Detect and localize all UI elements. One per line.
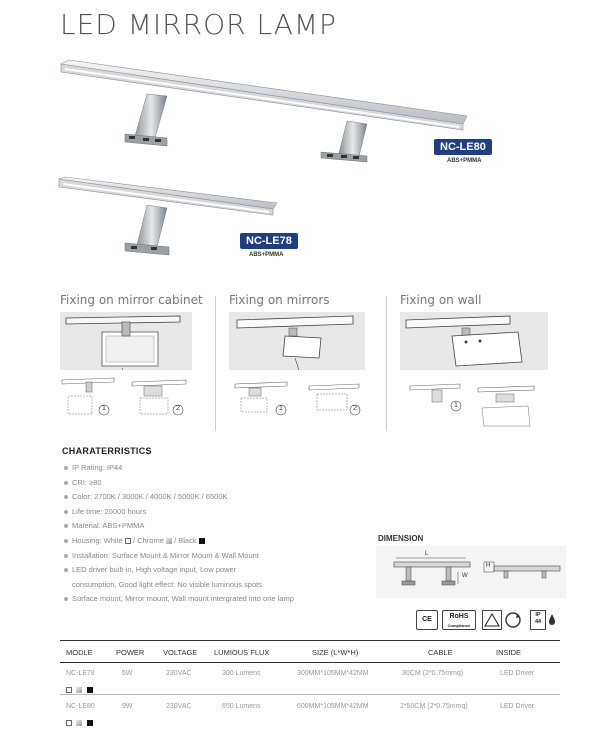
list-item: Material: ABS+PMMA	[64, 519, 364, 534]
step-number: 2	[176, 405, 180, 412]
fixing-wall-photo	[400, 312, 548, 370]
table-header: CABLE	[428, 648, 453, 657]
list-item: Installation: Surface Mount & Mirror Mount & Wall Mount	[64, 549, 364, 564]
table-cell: 300 Lumens	[222, 670, 261, 677]
material-nc-le80: ABS+PMMA	[447, 158, 482, 164]
step-number: 1	[279, 405, 283, 412]
warning-triangle-icon	[482, 610, 502, 630]
table-cell: 2*50CM (2*0.75mmq)	[400, 703, 468, 710]
step-number: 1	[102, 405, 106, 412]
table-cell: 230VAC	[166, 670, 192, 677]
ce-mark-icon: CE	[416, 610, 438, 630]
table-cell: 600MM*105MM*42MM	[297, 703, 369, 710]
divider	[215, 296, 216, 431]
list-item: Surface mount, Mirror mount, Wall mount intergrated into one lamp	[64, 592, 364, 607]
fixing-wall-steps	[404, 382, 554, 428]
recycle-icon	[504, 610, 522, 630]
model-tag-nc-le80: NC-LE80	[434, 139, 492, 155]
step-number: 1	[454, 402, 458, 409]
table-cell: NC-LE78	[66, 670, 95, 677]
ip44-icon: IP 44	[530, 610, 560, 630]
table-cell: NC-LE80	[66, 703, 95, 710]
table-header: VOLTAGE	[163, 648, 198, 657]
step-number: 2	[353, 405, 357, 412]
characteristics-list	[64, 461, 364, 607]
table-rule	[60, 694, 560, 695]
table-rule	[60, 640, 560, 641]
list-item: CRI: ≥80	[64, 476, 364, 491]
divider	[386, 296, 387, 431]
list-item: Color: 2700K / 3000K / 4000K / 5000K / 6500K	[64, 490, 364, 505]
dimension-label-l: L	[425, 551, 429, 557]
table-cell: LED Driver	[500, 670, 535, 677]
fixing-mirrors-steps	[229, 380, 369, 420]
chrome-swatch	[166, 538, 172, 544]
table-header: SIZE (L*W*H)	[312, 648, 359, 657]
rohs-mark-icon: RoHS Compliance	[442, 610, 476, 630]
fixing-mirrors-photo	[229, 312, 365, 370]
list-item: Life time: 20000 hours	[64, 505, 364, 520]
list-item: Housing: White / Chrome / Black	[64, 534, 364, 549]
table-cell: 230VAC	[166, 703, 192, 710]
characteristics-heading: CHARATERRISTICS	[62, 446, 152, 456]
list-item: IP Rating: IP44	[64, 461, 364, 476]
color-swatches	[66, 681, 93, 699]
table-cell: 9W	[122, 703, 133, 710]
table-cell: 5W	[122, 670, 133, 677]
color-swatches	[66, 714, 93, 732]
fixing-title-cabinet: Fixing on mirror cabinet	[60, 293, 203, 307]
dimension-title: DIMENSION	[378, 534, 424, 543]
fixing-cabinet-photo	[60, 312, 192, 370]
table-header: LUMIOUS FLUX	[214, 648, 270, 657]
list-item: LED driver built-in, High voltage input, Low power	[64, 563, 364, 578]
fixing-cabinet-steps	[60, 376, 200, 420]
table-cell: 300MM*105MM*42MM	[297, 670, 369, 677]
table-header: MODLE	[66, 648, 93, 657]
table-rule	[60, 662, 560, 663]
material-nc-le78: ABS+PMMA	[249, 252, 284, 258]
page-title: LED MIRROR LAMP	[60, 8, 337, 41]
table-header: POWER	[116, 648, 145, 657]
fixing-title-wall: Fixing on wall	[400, 293, 482, 307]
table-header: INSIDE	[496, 648, 522, 657]
table-cell: LED Driver	[500, 703, 535, 710]
table-cell: 30CM (2*0.75mmq)	[402, 670, 464, 677]
black-swatch	[199, 538, 205, 544]
list-item: consumption, Good light effect: No visible luminous spots	[72, 579, 262, 589]
table-cell: 650 Lumens	[222, 703, 261, 710]
dimension-label-w: W	[462, 573, 468, 579]
dimension-drawing	[376, 546, 566, 598]
lamp-nc-le80-image	[55, 58, 475, 168]
white-swatch	[125, 538, 131, 544]
model-tag-nc-le78: NC-LE78	[240, 233, 298, 249]
fixing-title-mirrors: Fixing on mirrors	[229, 293, 330, 307]
dimension-label-h: H	[486, 563, 491, 569]
